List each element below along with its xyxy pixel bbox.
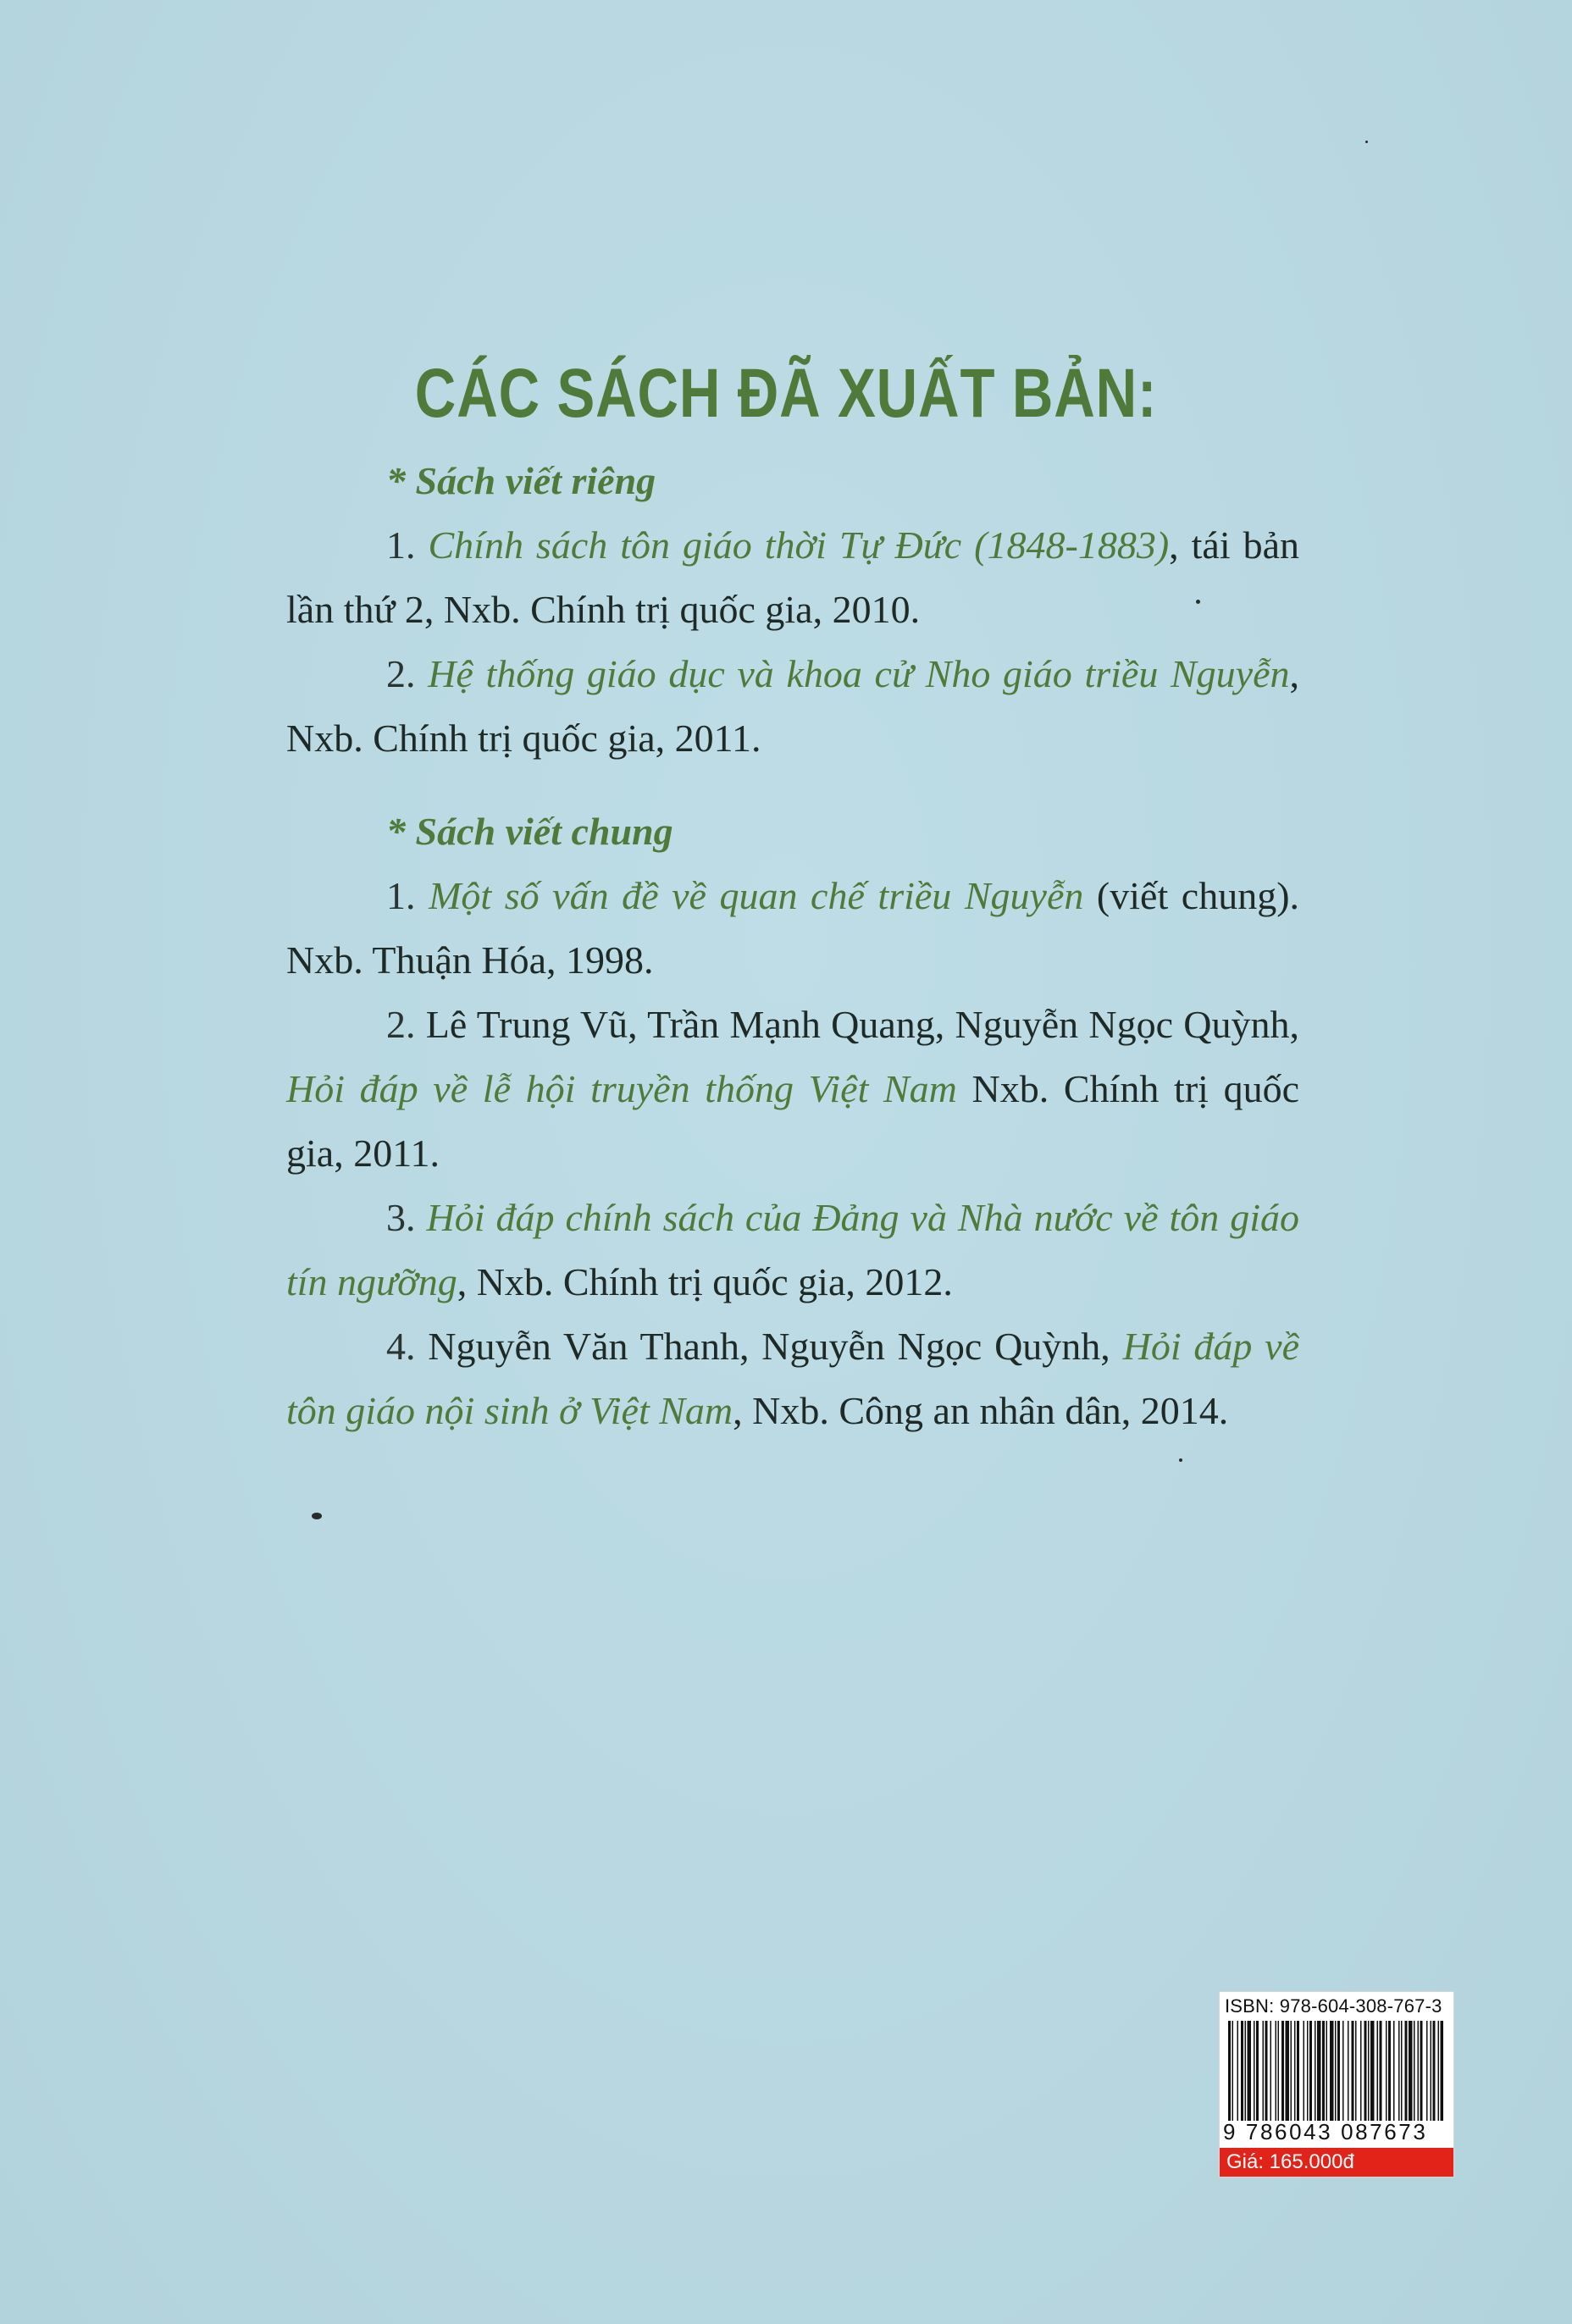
isbn-barcode-sticker [1220,1992,1453,2177]
publication-details: Nxb. Chính trị quốc gia, 2011. [286,1067,1299,1175]
barcode-bar [1405,2021,1408,2121]
barcode-bar [1426,2021,1428,2121]
book-title: Chính sách tôn giáo thời Tự Đức (1848-1883) [428,523,1170,567]
list-item [286,864,1299,993]
barcode-bar [1420,2021,1423,2121]
barcode-icon [1228,2021,1443,2121]
list-item [286,1186,1299,1314]
print-speck [1179,1458,1182,1462]
isbn-label: ISBN: 978-604-308-767-3 [1225,1995,1442,2017]
barcode-bar [1304,2021,1305,2121]
page-title: CÁC SÁCH ĐÃ XUẤT BẢN: [414,355,1158,432]
publication-details: , tái bản lần thứ 2, Nxb. Chính trị quốc gia, 2010. [286,523,1299,631]
barcode-bar [1315,2021,1316,2121]
barcode-bar [1355,2021,1357,2121]
barcode-bar [1278,2021,1280,2121]
book-title: Một số vấn đề về quan chế triều Nguyễn [429,874,1084,917]
entry-number: 2. [386,1003,426,1046]
barcode-bar [1352,2021,1354,2121]
barcode-bar [1388,2021,1391,2121]
entry-number: 1. [386,874,429,917]
barcode-bar [1348,2021,1349,2121]
barcode-bar [1433,2021,1436,2121]
price-label: Giá: 165.000đ [1220,2148,1453,2177]
list-item [286,993,1299,1186]
authors: Nguyễn Văn Thanh, Nguyễn Ngọc Quỳnh, [428,1325,1123,1368]
entry-number: 4. [386,1325,429,1368]
barcode-bar [1270,2021,1272,2121]
publication-details: , Nxb. Chính trị quốc gia, 2012. [457,1260,953,1303]
publication-details: , Nxb. Công an nhân dân, 2014. [733,1389,1229,1432]
barcode-bar [1228,2021,1231,2121]
section-title-solo-books: * Sách viết riêng [386,459,656,502]
section-title-coauthored-books: * Sách viết chung [386,810,673,853]
barcode-bar [1281,2021,1284,2121]
barcode-bar [1232,2021,1234,2121]
barcode-bar [1409,2021,1413,2121]
barcode-bar [1360,2021,1362,2121]
book-title: Hỏi đáp chính sách của Đảng và Nhà nước về tôn giáo tín ngưỡng [286,1196,1299,1303]
barcode-bar [1342,2021,1344,2121]
barcode-bar [1337,2021,1340,2121]
print-speck [312,1513,322,1519]
barcode-bar [1335,2021,1337,2121]
book-title: Hỏi đáp về tôn giáo nội sinh ở Việt Nam [286,1325,1299,1432]
barcode-bar [1368,2021,1370,2121]
barcode-bar [1326,2021,1328,2121]
barcode-bar [1438,2021,1440,2121]
barcode-bar [1297,2021,1299,2121]
barcode-bar [1380,2021,1382,2121]
book-title: Hệ thống giáo dục và khoa cử Nho giáo triều Nguyễn [428,652,1290,695]
publication-details: , Nxb. Chính trị quốc gia, 2011. [286,652,1300,760]
barcode-bar [1265,2021,1268,2121]
barcode-bar [1309,2021,1312,2121]
barcode-bar [1245,2021,1247,2121]
barcode-bar [1386,2021,1387,2121]
list-item [286,513,1299,642]
list-item [286,642,1299,771]
barcode-bar [1364,2021,1367,2121]
barcode-bar [1241,2021,1243,2121]
list-item [286,1314,1299,1443]
authors: Lê Trung Vũ, Trần Mạnh Quang, Nguyễn Ngọc Quỳnh, [425,1003,1300,1046]
barcode-digits: 9 786043 087673 [1223,2119,1428,2144]
barcode-bar [1237,2021,1239,2121]
barcode-bar [1317,2021,1321,2121]
barcode-bar [1418,2021,1420,2121]
publication-details: (viết chung). Nxb. Thuận Hóa, 1998. [286,874,1300,982]
barcode-bar [1254,2021,1255,2121]
barcode-bar [1256,2021,1259,2121]
publication-list [286,449,1299,1443]
barcode-bar [1291,2021,1292,2121]
barcode-bar [1370,2021,1375,2121]
print-speck [1196,600,1200,604]
book-title: Hỏi đáp về lễ hội truyền thống Việt Nam [286,1067,957,1110]
barcode-bar [1441,2021,1444,2121]
barcode-bar [1393,2021,1395,2121]
barcode-bar [1431,2021,1432,2121]
barcode-bar [1398,2021,1400,2121]
barcode-bar [1414,2021,1415,2121]
barcode-bar [1330,2021,1334,2121]
barcode-bar [1307,2021,1309,2121]
barcode-bar [1322,2021,1325,2121]
barcode-bar [1401,2021,1403,2121]
barcode-bar [1263,2021,1265,2121]
entry-number: 2. [386,652,429,695]
barcode-bar [1294,2021,1296,2121]
entry-number: 1. [386,523,429,567]
print-speck [1365,141,1368,143]
barcode-bar [1276,2021,1277,2121]
barcode-bar [1377,2021,1379,2121]
barcode-bar [1248,2021,1252,2121]
barcode-bar [1286,2021,1290,2121]
entry-number: 3. [386,1196,427,1239]
